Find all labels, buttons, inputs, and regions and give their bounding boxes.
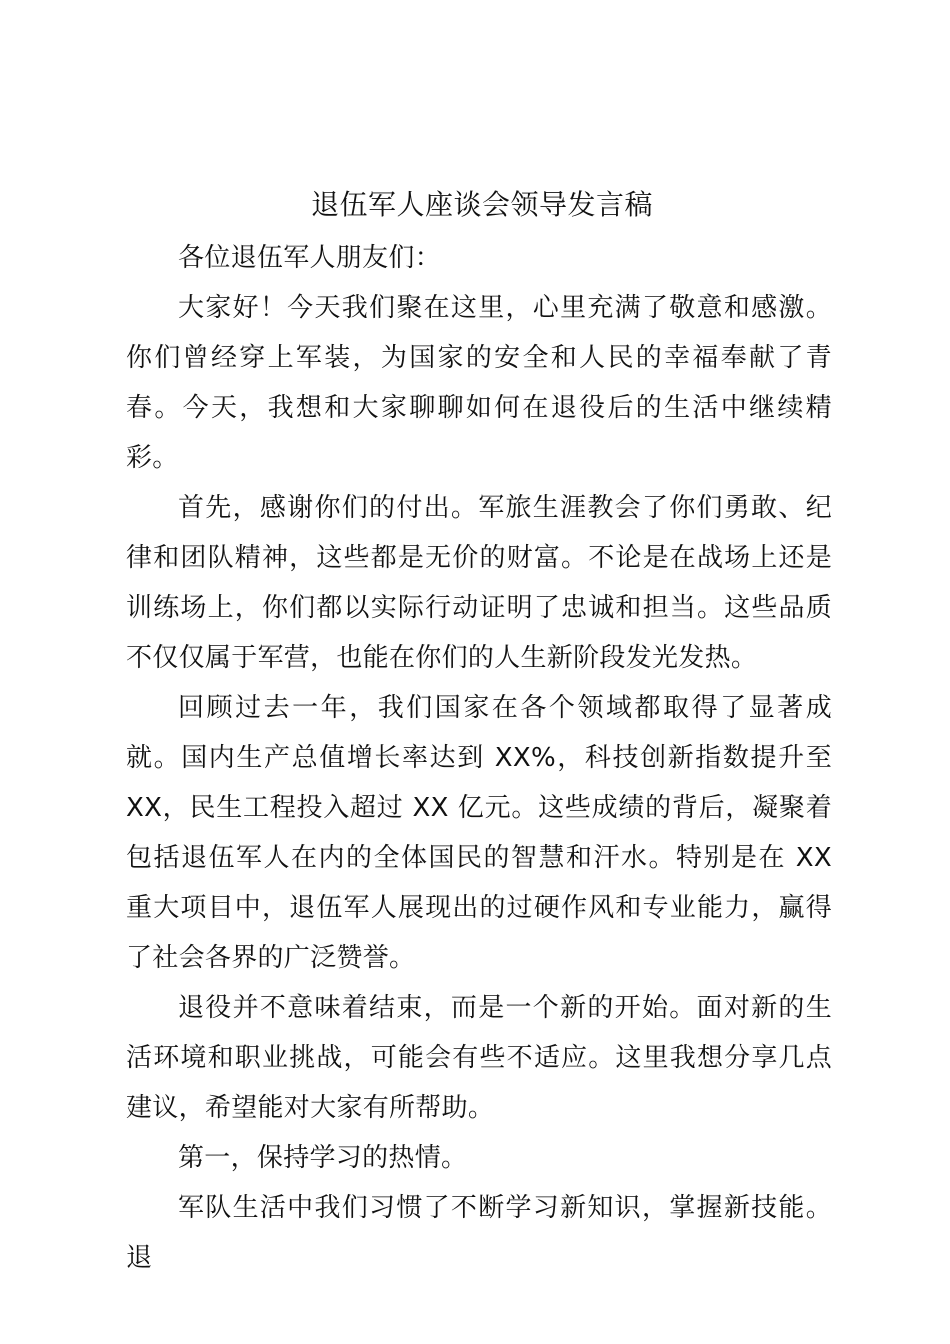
paragraph: 第一，保持学习的热情。 — [178, 1143, 468, 1173]
paragraph: 回顾过去一年，我们国家在各个领域都取得了显著成就。国内生产总值增长率达到 XX%，科技创新指数提升至 XX，民生工程投入超过 XX 亿元。这些成绩的背后，凝聚着包括退伍军人在内的全体国民的智慧和汗水。特别是在 XX 重大项目中，退伍军人展现出的过硬作风和专业能力，赢得了社会各界的广泛赞誉。 — [126, 693, 832, 973]
document-body — [126, 233, 832, 1283]
paragraph: 大家好！今天我们聚在这里，心里充满了敬意和感激。你们曾经穿上军装，为国家的安全和人民的幸福奉献了青春。今天，我想和大家聊聊如何在退役后的生活中继续精彩。 — [126, 293, 832, 473]
paragraph: 军队生活中我们习惯了不断学习新知识，掌握新技能。退 — [126, 1193, 832, 1273]
document-title: 退伍军人座谈会领导发言稿 — [310, 188, 653, 221]
paragraph: 退役并不意味着结束，而是一个新的开始。面对新的生活环境和职业挑战，可能会有些不适应。这里我想分享几点建议，希望能对大家有所帮助。 — [126, 993, 832, 1123]
paragraph: 首先，感谢你们的付出。军旅生涯教会了你们勇敢、纪律和团队精神，这些都是无价的财富。不论是在战场上还是训练场上，你们都以实际行动证明了忠诚和担当。这些品质不仅仅属于军营，也能在你们的人生新阶段发光发热。 — [126, 493, 832, 673]
salutation: 各位退伍军人朋友们： — [178, 243, 442, 273]
